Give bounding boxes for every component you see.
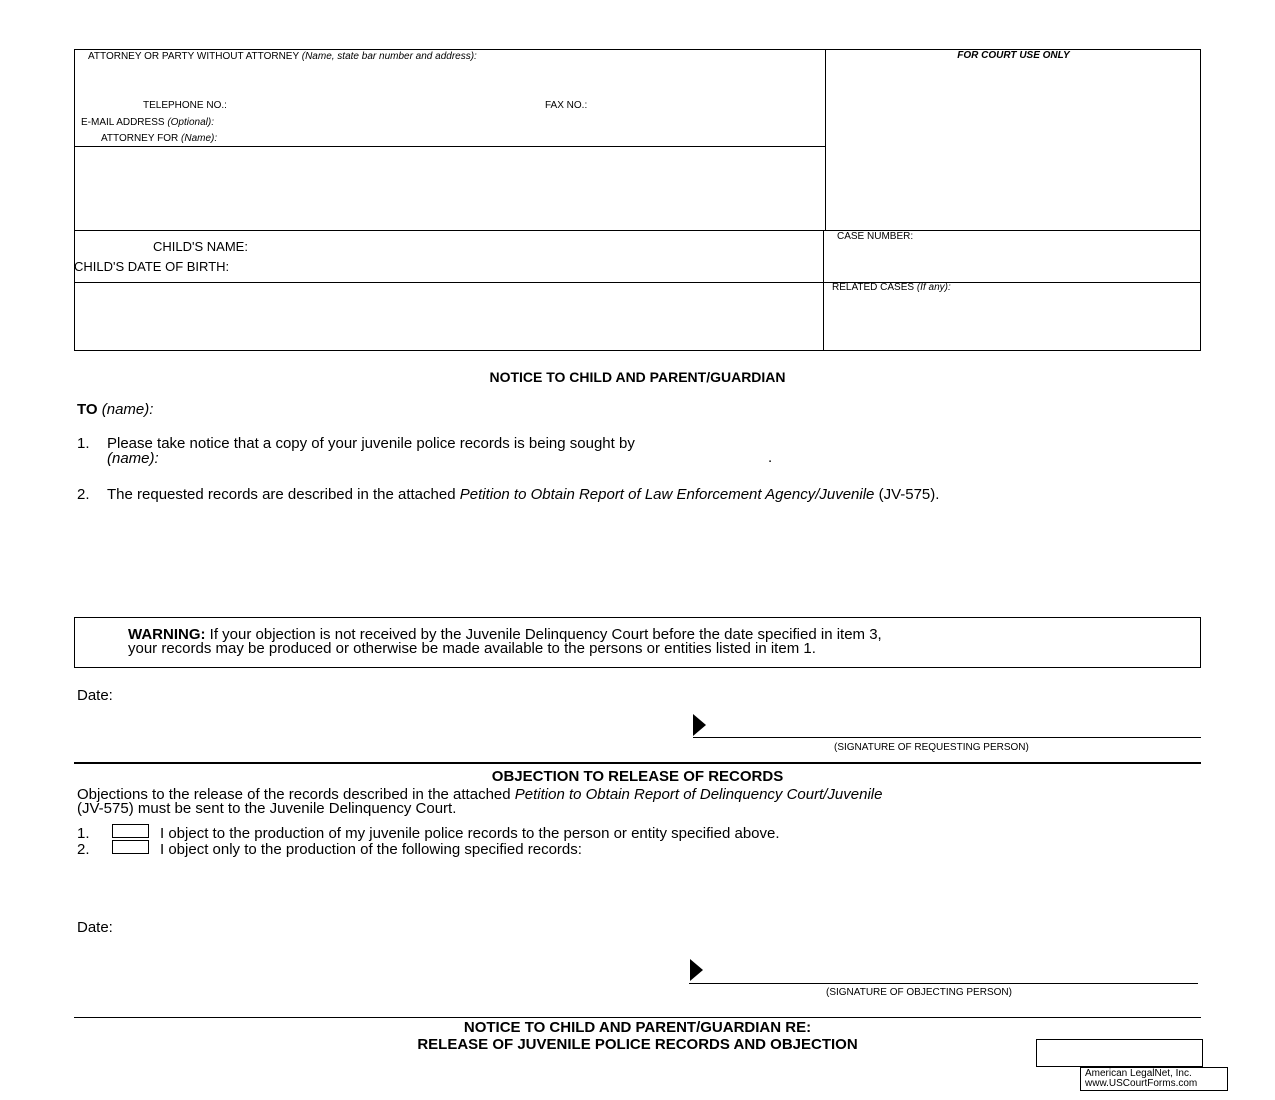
objection-opt1-num: 1. bbox=[77, 825, 90, 842]
related-row-divider bbox=[74, 282, 1201, 283]
objection-intro-line1: Objections to the release of the records described in the attached Petition to Obtain Report of Delinquency Court/Juvenile bbox=[77, 786, 883, 803]
date-label-1: Date: bbox=[77, 687, 113, 704]
notice-item1-num: 1. bbox=[77, 435, 90, 452]
objection-opt2-num: 2. bbox=[77, 841, 90, 858]
signature-caption-2: (SIGNATURE OF OBJECTING PERSON) bbox=[826, 987, 1012, 998]
footer-title-line1: NOTICE TO CHILD AND PARENT/GUARDIAN RE: bbox=[463, 1019, 812, 1036]
court-use-label: FOR COURT USE ONLY bbox=[957, 50, 1070, 61]
objection-opt1-checkbox[interactable] bbox=[112, 824, 149, 838]
objection-title: OBJECTION TO RELEASE OF RECORDS bbox=[491, 768, 784, 785]
footer-divider bbox=[74, 1017, 1201, 1018]
child-row-divider bbox=[74, 230, 1201, 231]
caption-divider-upper bbox=[825, 49, 826, 230]
attorney-label: ATTORNEY OR PARTY WITHOUT ATTORNEY (Name, state bar number and address): bbox=[88, 51, 477, 62]
email-label: E-MAIL ADDRESS (Optional): bbox=[81, 117, 215, 128]
fax-label: FAX NO.: bbox=[545, 100, 588, 111]
section-divider bbox=[74, 762, 1201, 764]
form-number-box bbox=[1036, 1039, 1203, 1067]
to-line: TO (name): bbox=[77, 401, 154, 418]
signature-line-2[interactable] bbox=[689, 983, 1198, 984]
child-name-label: CHILD'S NAME: bbox=[153, 239, 248, 254]
warning-line2: your records may be produced or otherwise be made available to the persons or entities listed in item 1. bbox=[128, 640, 816, 657]
notice-item2-text: The requested records are described in the attached Petition to Obtain Report of Law Enforcement Agency/Juvenile (JV-575). bbox=[107, 486, 940, 503]
caption-divider-lower bbox=[823, 230, 824, 351]
notice-item2-num: 2. bbox=[77, 486, 90, 503]
attorney-for-label: ATTORNEY FOR (Name): bbox=[101, 133, 218, 144]
objection-intro-line2: (JV-575) must be sent to the Juvenile Delinquency Court. bbox=[77, 800, 457, 817]
objection-opt1-text: I object to the production of my juvenile police records to the person or entity specified above. bbox=[160, 825, 780, 842]
signature-line-1[interactable] bbox=[693, 737, 1201, 738]
warning-line1: WARNING: If your objection is not received by the Juvenile Delinquency Court before the date specified in item 3, bbox=[128, 626, 882, 643]
publisher-line1: American LegalNet, Inc. bbox=[1085, 1068, 1192, 1079]
related-cases-label: RELATED CASES (If any): bbox=[832, 282, 951, 293]
attorney-box-divider bbox=[74, 146, 825, 147]
footer-title-line2: RELEASE OF JUVENILE POLICE RECORDS AND OBJECTION bbox=[417, 1036, 858, 1053]
telephone-label: TELEPHONE NO.: bbox=[143, 100, 227, 111]
notice-item1-name: (name): bbox=[107, 450, 159, 467]
caption-box bbox=[74, 49, 1201, 351]
signature-arrow-icon bbox=[693, 714, 706, 736]
signature-arrow-icon bbox=[690, 959, 703, 981]
notice-item1-period: . bbox=[768, 449, 773, 466]
objection-opt2-checkbox[interactable] bbox=[112, 840, 149, 854]
objection-opt2-text: I object only to the production of the following specified records: bbox=[160, 841, 582, 858]
signature-caption-1: (SIGNATURE OF REQUESTING PERSON) bbox=[834, 742, 1029, 753]
child-dob-label: CHILD'S DATE OF BIRTH: bbox=[74, 259, 230, 274]
notice-title: NOTICE TO CHILD AND PARENT/GUARDIAN bbox=[489, 369, 786, 385]
case-number-label: CASE NUMBER: bbox=[837, 231, 914, 242]
notice-item1-text: Please take notice that a copy of your juvenile police records is being sought by bbox=[107, 435, 635, 452]
publisher-line2[interactable]: www.USCourtForms.com bbox=[1085, 1078, 1198, 1089]
date-label-2: Date: bbox=[77, 919, 113, 936]
